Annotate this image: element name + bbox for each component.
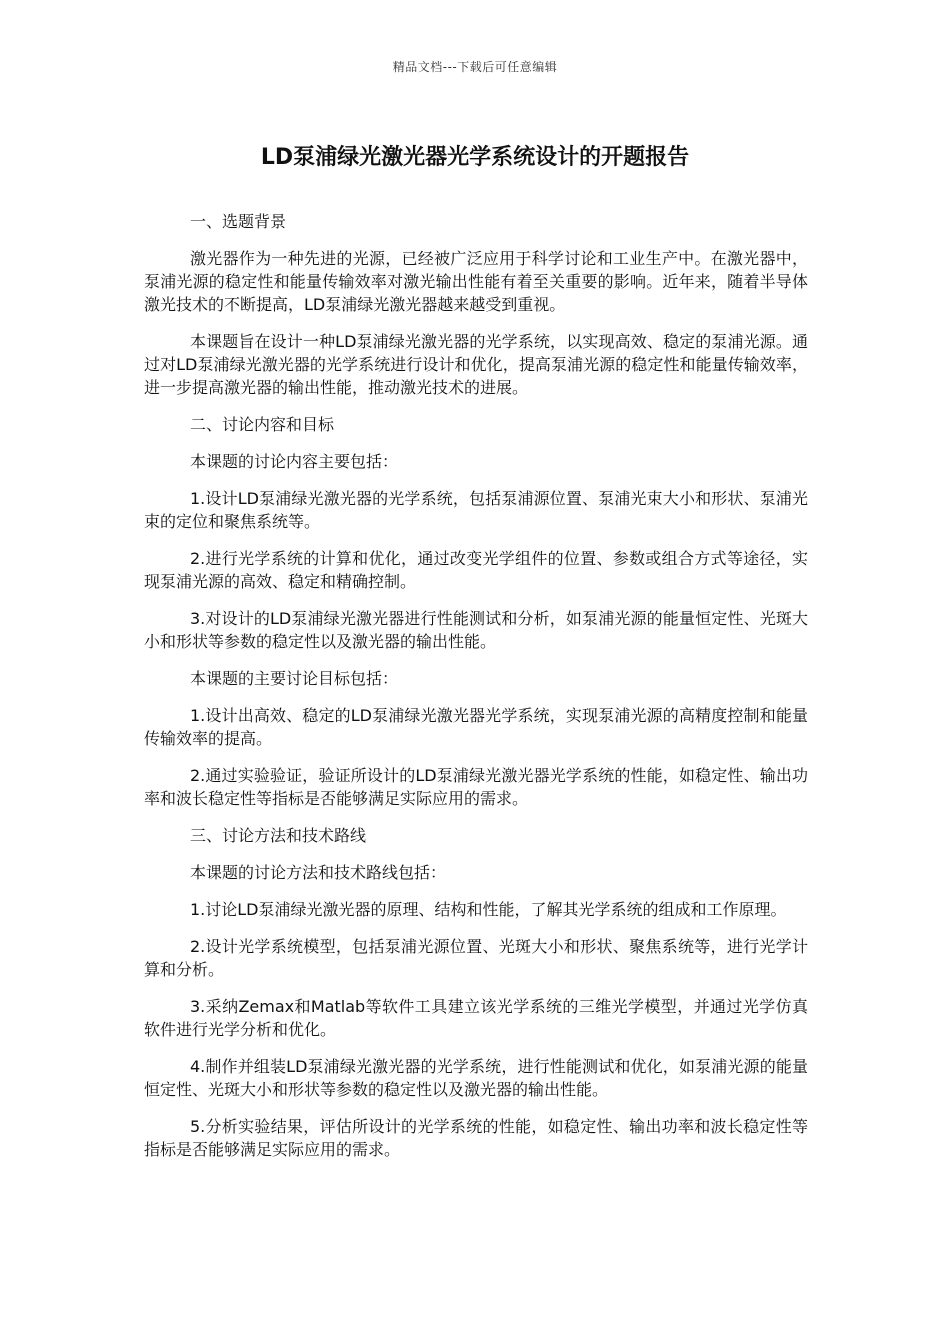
- document-body: [144, 210, 808, 1175]
- page-header: 精品文档---下载后可任意编辑: [392, 60, 558, 74]
- list-item: 4.制作并组装LD泵浦绿光激光器的光学系统，进行性能测试和优化，如泵浦光源的能量恒定性、光斑大小和形状等参数的稳定性以及激光器的输出性能。: [144, 1057, 808, 1099]
- list-item: 1.设计LD泵浦绿光激光器的光学系统，包括泵浦源位置、泵浦光束大小和形状、泵浦光束的定位和聚焦系统等。: [144, 489, 808, 531]
- list-item: 2.进行光学系统的计算和优化，通过改变光学组件的位置、参数或组合方式等途径，实现泵浦光源的高效、稳定和精确控制。: [144, 549, 808, 591]
- list-item: 1.讨论LD泵浦绿光激光器的原理、结构和性能，了解其光学系统的组成和工作原理。: [190, 900, 787, 919]
- list-item: 5.分析实验结果，评估所设计的光学系统的性能，如稳定性、输出功率和波长稳定性等指标是否能够满足实际应用的需求。: [144, 1117, 808, 1159]
- list-item: 3.对设计的LD泵浦绿光激光器进行性能测试和分析，如泵浦光源的能量恒定性、光斑大小和形状等参数的稳定性以及激光器的输出性能。: [144, 609, 808, 651]
- section-heading-methods: 三、讨论方法和技术路线: [190, 826, 367, 845]
- list-item: 2.设计光学系统模型，包括泵浦光源位置、光斑大小和形状、聚焦系统等，进行光学计算和分析。: [144, 937, 808, 979]
- list-item: 1.设计出高效、稳定的LD泵浦绿光激光器光学系统，实现泵浦光源的高精度控制和能量传输效率的提高。: [144, 706, 808, 748]
- list-item: 3.采纳Zemax和Matlab等软件工具建立该光学系统的三维光学模型，并通过光学仿真软件进行光学分析和优化。: [144, 997, 808, 1039]
- paragraph: 本课题的主要讨论目标包括：: [190, 669, 399, 688]
- section-heading-background: 一、选题背景: [190, 212, 287, 231]
- paragraph: 激光器作为一种先进的光源，已经被广泛应用于科学讨论和工业生产中。在激光器中，泵浦光源的稳定性和能量传输效率对激光输出性能有着至关重要的影响。近年来，随着半导体激光技术的不断提高，LD泵浦绿光激光器越来越受到重视。: [144, 249, 808, 314]
- paragraph: 本课题的讨论内容主要包括：: [190, 452, 399, 471]
- paragraph: 本课题旨在设计一种LD泵浦绿光激光器的光学系统，以实现高效、稳定的泵浦光源。通过对LD泵浦绿光激光器的光学系统进行设计和优化，提高泵浦光源的稳定性和能量传输效率，进一步提高激光器的输出性能，推动激光技术的进展。: [144, 332, 808, 397]
- document-title: LD泵浦绿光激光器光学系统设计的开题报告: [260, 145, 690, 170]
- paragraph: 本课题的讨论方法和技术路线包括：: [190, 863, 447, 882]
- section-heading-content-goals: 二、讨论内容和目标: [190, 415, 335, 434]
- list-item: 2.通过实验验证，验证所设计的LD泵浦绿光激光器光学系统的性能，如稳定性、输出功率和波长稳定性等指标是否能够满足实际应用的需求。: [144, 766, 808, 808]
